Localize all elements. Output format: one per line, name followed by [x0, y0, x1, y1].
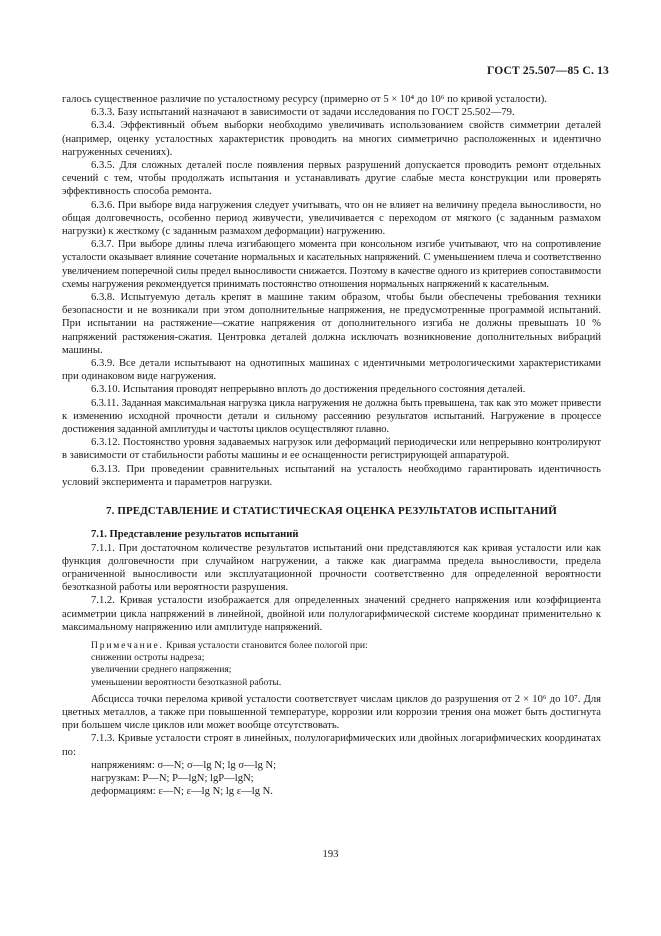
- paragraph-6-3-3: 6.3.3. Базу испытаний назначают в зависимости от задачи исследования по ГОСТ 25.502—79.: [91, 107, 515, 119]
- section-title: 7. ПРЕДСТАВЛЕНИЕ И СТАТИСТИЧЕСКАЯ ОЦЕНКА РЕЗУЛЬТАТОВ ИСПЫТАНИЙ: [106, 505, 557, 518]
- paragraph-7-1-2: 7.1.2. Кривая усталости изображается для определенных значений среднего напряжения или коэффициента асимметрии цикла напряжений в линейной, двойной или полулогарифмической системе координат применительно к максимальному напряжению или амплитуде напряжений.: [62, 595, 601, 633]
- note-block: [91, 640, 601, 689]
- paragraph-6-3-10: 6.3.10. Испытания проводят непрерывно вплоть до достижения предельного состояния деталей.: [91, 384, 526, 396]
- paragraph-abscissa: Абсцисса точки перелома кривой усталости соответствует числам циклов до разрушения от 2 × 10⁶ до 10⁷. Для цветных металлов, а также при повышенной температуре, коррозии или коррозии трения она может быть достигнута при большем числе циклов или может вообще отсутствовать.: [62, 693, 601, 732]
- paragraph-6-3-8: 6.3.8. Испытуемую деталь крепят в машине таким образом, чтобы были обеспечены требования техники безопасности и не возникали при этом дополнительные напряжения, не предусмотренные программой испытаний. При испытании на растяжение—сжатие напряжения от дополнительного изгиба не должны превышать 10 % напряжений растяжения-сжатия. Центровка деталей должна исключать возникновение дополнительных вибраций машины.: [62, 292, 601, 356]
- coord-label: деформациям:: [91, 786, 159, 798]
- note-heading: [91, 640, 601, 652]
- coord-value: P—N; P—lgN; lgP—lgN;: [142, 772, 254, 784]
- coord-value: ε—N; ε—lg N; lg ε—lg N.: [158, 786, 273, 798]
- note-item: уменьшении вероятности безотказной работы.: [91, 676, 282, 688]
- paragraph-6-3-7: 6.3.7. При выборе длины плеча изгибающего момента при консольном изгибе учитывают, что на сопротивление усталости оказывает влияние сочетание нормальных и касательных напряжений. С уменьшением плеча и соответственно увеличением поперечной силы предел выносливости снижается. Поэтому в качестве одного из критериев сопоставимости схемы нагружения рекомендуется принимать постоянство отношения нормальных напряжений к касательным.: [62, 239, 601, 290]
- coord-value: σ—N; σ—lg N; lg σ—lg N;: [157, 759, 277, 771]
- paragraph-7-1-1: 7.1.1. При достаточном количестве результатов испытаний они представляются как кривая усталости или как функция долговечности при случайном нагружении, а также как диаграмма предела выносливости, предела ограниченной выносливости или эксплуатационной прочности соответственно для определенной вероятности безотказной работы или вероятности разрушения.: [62, 542, 601, 594]
- coord-label: нагрузкам:: [91, 772, 143, 784]
- page-header: ГОСТ 25.507—85 С. 13: [486, 65, 609, 77]
- paragraph-6-3-6: 6.3.6. При выборе вида нагружения следует учитывать, что он не влияет на величину предела выносливости, но общая долговечность, особенно период живучести, увеличивается с переходом от мягкого (с заданным размахом нагрузки) к жесткому (с заданным размахом деформации) нагружению.: [62, 199, 601, 238]
- coord-line-strain: [91, 785, 601, 798]
- note-text: Кривая усталости становится более пологой при:: [163, 639, 368, 651]
- document-body: [62, 93, 601, 798]
- paragraph-6-3-9: 6.3.9. Все детали испытывают на однотипных машинах с идентичными метрологическими характеристиками при одинаковом виде нагружения.: [62, 358, 601, 383]
- paragraph-6-3-4: 6.3.4. Эффективный объем выборки необходимо увеличивать использованием свойств симметрии деталей (например, оценку усталостных характеристик проводить на многих симметрично расположенных и идентично нагруженных сечениях).: [62, 120, 601, 158]
- coord-label: напряжениям:: [91, 759, 158, 771]
- paragraph-6-3-5: 6.3.5. Для сложных деталей после появления первых разрушений допускается проводить ремонт отдельных сечений с тем, чтобы продолжать испытания и устанавливать другие слабые места конструкции или проверять эффективность способа ремонта.: [62, 160, 601, 198]
- coord-line-stress: [91, 759, 601, 772]
- note-label: Примечание.: [91, 639, 164, 651]
- paragraph-6-3-11: 6.3.11. Заданная максимальная нагрузка цикла нагружения не должна быть превышена, так как это может привести к изменению исходной прочности детали и сильному рассеянию результатов испытаний. Нагружение в процессе достижения заданной амплитуды и частоты циклов осуществляют плавно.: [62, 397, 601, 436]
- paragraph-7-1-3: 7.1.3. Кривые усталости строят в линейных, полулогарифмических или двойных логарифмических координатах по:: [62, 733, 601, 758]
- note-item: снижении остроты надреза;: [91, 652, 205, 664]
- coord-line-load: [91, 772, 601, 785]
- subsection-title: 7.1. Представление результатов испытаний: [91, 529, 299, 541]
- paragraph-6-3-12: 6.3.12. Постоянство уровня задаваемых нагрузок или деформаций периодически или непрерывно контролируют в зависимости от стабильности работы машины и ее оснащенности регистрирующей аппаратурой.: [62, 437, 601, 462]
- paragraph-6-3-13: 6.3.13. При проведении сравнительных испытаний на усталость необходимо гарантировать идентичность условий эксперимента и параметров нагрузки.: [62, 463, 601, 488]
- paragraph-continuation: галось существенное различие по усталостному ресурсу (примерно от 5 × 10⁴ до 10⁶ по кривой усталости).: [62, 94, 547, 105]
- note-item: увеличении среднего напряжения;: [91, 664, 232, 676]
- page-number: 193: [322, 849, 339, 860]
